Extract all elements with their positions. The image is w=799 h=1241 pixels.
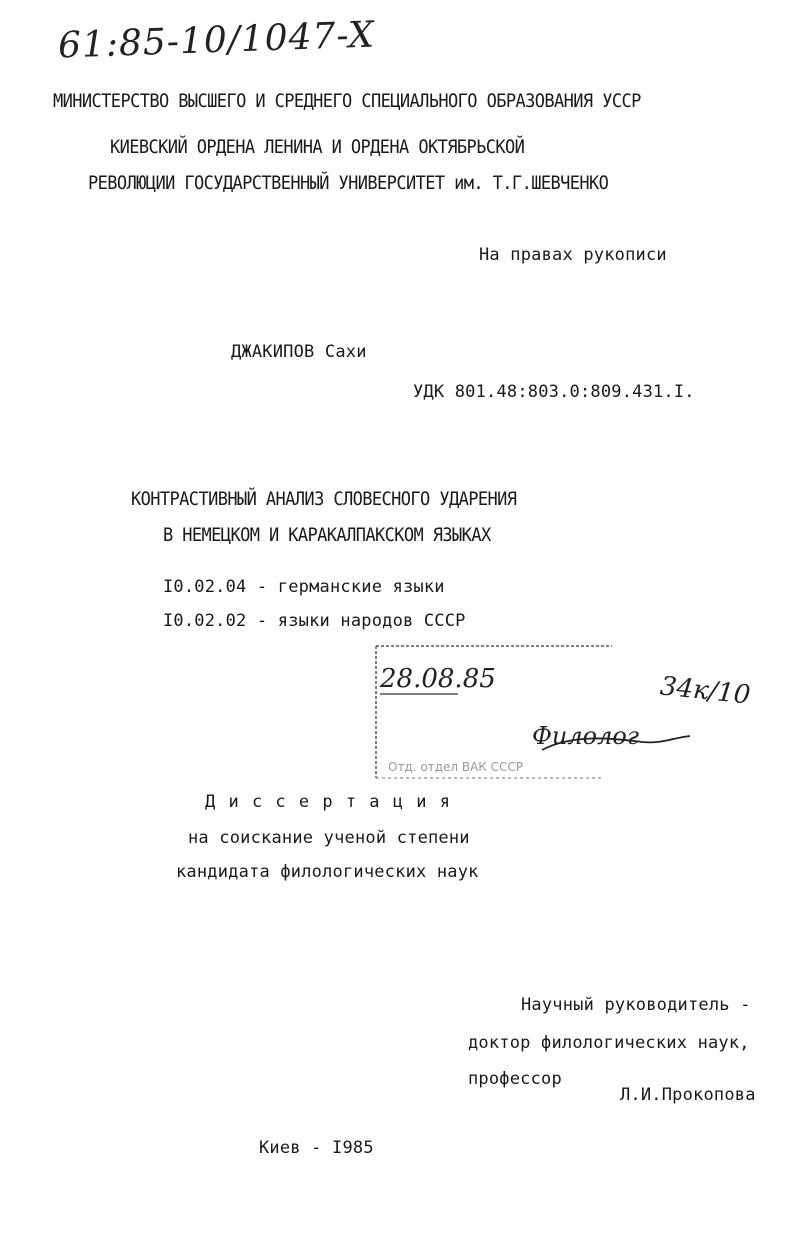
stamp-signature: Филолог — [532, 722, 639, 750]
thesis-title-line-2: В НЕМЕЦКОМ И КАРАКАЛПАКСКОМ ЯЗЫКАХ — [163, 524, 491, 547]
place-year: Киев - I985 — [259, 1138, 374, 1158]
specialty-1: I0.02.04 - германские языки — [163, 577, 445, 597]
library-stamp — [372, 642, 772, 782]
university-line-2: РЕВОЛЮЦИИ ГОСУДАРСТВЕННЫЙ УНИВЕРСИТЕТ им. Т.Г.ШЕВЧЕНКО — [88, 172, 609, 195]
stamp-faded-text: Отд. отдел ВАК СССР — [388, 760, 524, 774]
udk-code: УДК 801.48:803.0:809.431.I. — [413, 382, 695, 402]
dissertation-line-2: кандидата филологических наук — [176, 862, 479, 882]
university-line-1: КИЕВСКИЙ ОРДЕНА ЛЕНИНА И ОРДЕНА ОКТЯБРЬСКОЙ — [110, 136, 525, 159]
stamp-number: 34к/10 — [658, 671, 752, 711]
ministry-header: МИНИСТЕРСТВО ВЫСШЕГО И СРЕДНЕГО СПЕЦИАЛЬНОГО ОБРАЗОВАНИЯ УССР — [53, 90, 641, 113]
handwritten-archive-code: 61:85-10/1047-X — [57, 14, 376, 67]
supervisor-line-3: профессор — [468, 1069, 562, 1089]
supervisor-name: Л.И.Прокопова — [620, 1085, 756, 1105]
stamp-date: 28.08.85 — [380, 664, 496, 694]
thesis-title-line-1: КОНТРАСТИВНЫЙ АНАЛИЗ СЛОВЕСНОГО УДАРЕНИЯ — [131, 488, 517, 511]
author-name: ДЖАКИПОВ Сахи — [231, 342, 367, 362]
rights-notice: На правах рукописи — [479, 245, 667, 265]
supervisor-line-1: Научный руководитель - — [521, 995, 751, 1015]
supervisor-line-2: доктор филологических наук, — [468, 1033, 750, 1053]
dissertation-label: Д и с с е р т а ц и я — [205, 792, 452, 812]
specialty-2: I0.02.02 - языки народов СССР — [163, 611, 466, 631]
dissertation-line-1: на соискание ученой степени — [188, 828, 470, 848]
